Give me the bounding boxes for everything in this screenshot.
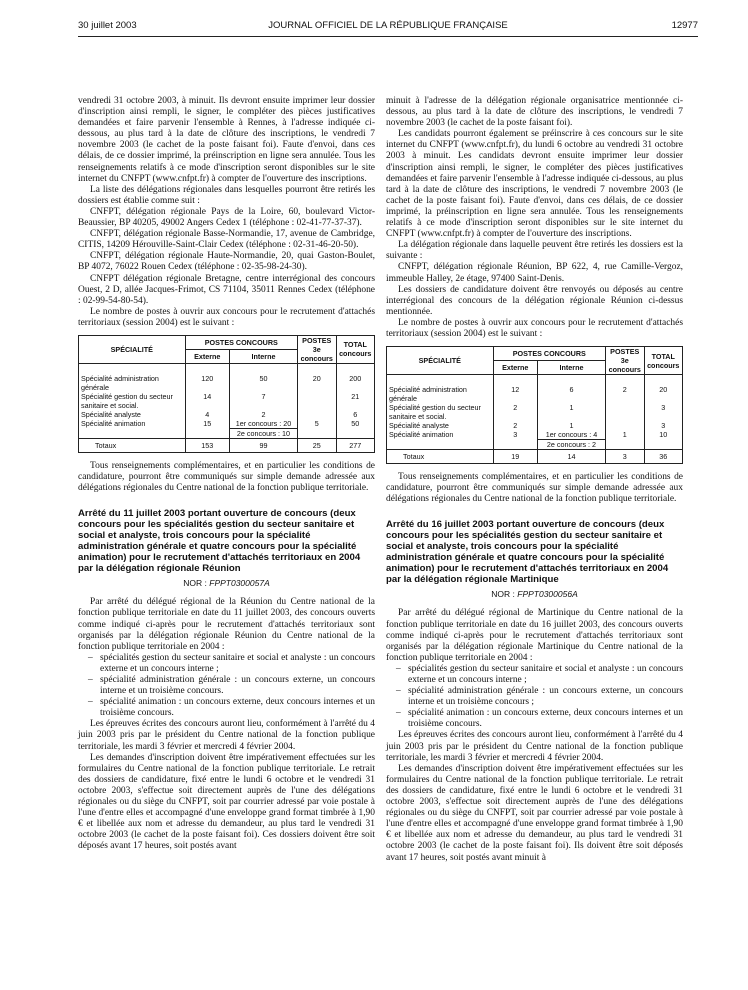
paragraph: vendredi 31 octobre 2003, à minuit. Ils devront ensuite imprimer leur dossier d'inscription ainsi rempli, le signer, le compléter des pièces justificatives demandées et faire parvenir l'ensemble à Rennes, à l'adresse indiquée ci-dessous, au plus tard à la date de clôture des inscriptions, le vendredi 7 novembre 2003 (le cachet de la poste faisant foi). Faute d'envoi, dans ces délais, de ce dossier imprimé, la préinscription en ligne sera annulée. Tous les renseignements relatifs à ce mode d'inscription seront disponibles sur le site internet du CNFPT (www.cnfpt.fr) à compter de l'ouverture des inscriptions. [78, 96, 375, 184]
paragraph: minuit à l'adresse de la délégation régionale organisatrice mentionnée ci-dessous, au plus tard à la date de clôture des inscriptions, le vendredi 7 novembre 2003 (le cachet de la poste faisant foi). [386, 96, 683, 129]
paragraph: Le nombre de postes à ouvrir aux concours pour le recrutement d'attachés territoriaux (session 2004) est le suivant : [78, 306, 375, 328]
table-row: 2e concours : 2 [387, 440, 683, 450]
paragraph: Par arrêté du délégué régional de la Réunion du Centre national de la fonction publique territoriale en date du 11 juillet 2003, des concours ouverts comme indiqué ci-après pour le recrutement d'attachés territoriaux sont organisés par la délégation régionale Réunion du Centre national de la fonction publique territoriale en 2004 : [78, 597, 375, 652]
bullet-list [386, 664, 683, 731]
paragraph: Par arrêté du délégué régional de Martinique du Centre national de la fonction publique territoriale en date du 16 juillet 2003, des concours ouverts comme indiqué ci-après pour le recrutement d'attachés territoriaux sont organisés par la délégation régionale Martinique du Centre national de la fonction publique territoriale en 2004 : [386, 608, 683, 663]
table-row: Spécialité administration générale 12 6 2 20 [387, 385, 683, 403]
paragraph: Tous renseignements complémentaires, et en particulier les conditions de candidature, pourront être communiqués sur simple demande adressée aux délégations régionales du Centre national de la fonction publique territoriale. [78, 460, 375, 494]
list-item: – spécialité animation : un concours externe, deux concours internes et un troisième concours. [386, 708, 683, 730]
list-item: – spécialité administration générale : un concours externe, un concours interne et un troisième concours ; [386, 686, 683, 708]
header-journal-title: JOURNAL OFFICIEL DE LA RÉPUBLIQUE FRANÇAISE [268, 20, 508, 31]
paragraph: CNFPT, délégation régionale Pays de la Loire, 60, boulevard Victor-Beaussier, BP 40205, 49002 Angers Cedex 1 (téléphone : 02-41-77-37-37). [78, 206, 375, 229]
paragraph: La délégation régionale dans laquelle peuvent être retirés les dossiers est la suivante : [386, 240, 683, 262]
table-row: Spécialité administration générale 120 50 20 200 [79, 374, 375, 392]
arrete-title: Arrêté du 16 juillet 2003 portant ouverture de concours (deux concours pour les spécialités gestion du secteur sanitaire et social et analyste, trois concours pour la spécialité administration générale et quatre concours pour la spécialité animation) pour le recrutement d'attachés territoriaux en 2004 par la délégation régionale Martinique [386, 519, 669, 586]
table-row: Spécialité animation 15 1er concours : 20 5 50 [79, 419, 375, 429]
header-date: 30 juillet 2003 [78, 20, 137, 31]
postes-table [386, 346, 683, 464]
th-postes-concours: POSTES CONCOURS [493, 347, 605, 361]
list-item: – spécialités gestion du secteur sanitaire et social et analyste : un concours externe et un concours interne ; [78, 653, 375, 675]
paragraph: Les épreuves écrites des concours auront lieu, conformément à l'arrêté du 4 juin 2003 pris par le président du Centre national de la fonction publique territoriale, les mardi 3 février et mercredi 4 février 2004. [78, 719, 375, 752]
page-header [78, 20, 698, 34]
th-externe: Externe [185, 349, 229, 363]
nor-code: FPPT0300056A [517, 589, 578, 600]
postes-table [78, 335, 375, 453]
paragraph: CNFPT, délégation régionale Basse-Normandie, 17, avenue de Cambridge, CITIS, 14209 Hérouville-Saint-Clair Cedex (téléphone : 02-31-46-20-50). [78, 229, 375, 251]
nor-reference: NOR : FPPT0300057A [183, 578, 270, 589]
table-total-row: Totaux 19 14 3 36 [387, 450, 683, 464]
paragraph: CNFPT délégation régionale Bretagne, centre interrégional des concours Ouest, 2 D, allée Jacques-Frimot, CS 71104, 35011 Rennes Cedex (téléphone : 02-99-54-80-54). [78, 273, 375, 306]
paragraph: La liste des délégations régionales dans lesquelles pourront être retirés les dossiers est établie comme suit : [78, 184, 375, 206]
header-rule [78, 36, 698, 37]
th-interne: Interne [537, 361, 605, 375]
th-total: TOTAL concours [336, 335, 375, 363]
paragraph: CNFPT, délégation régionale Haute-Normandie, 20, quai Gaston-Boulet, BP 4072, 76022 Rouen Cedex (téléphone : 02-35-98-24-30). [78, 251, 375, 273]
table-row: Spécialité analyste 4 2 6 [79, 410, 375, 419]
list-item: – spécialité administration générale : un concours externe, un concours interne et un troisième concours. [78, 675, 375, 697]
th-3e-concours: POSTES 3e concours [298, 335, 336, 363]
table-row: 2e concours : 10 [79, 428, 375, 438]
th-3e-concours: POSTES 3e concours [606, 347, 644, 375]
list-item: – spécialités gestion du secteur sanitaire et social et analyste : un concours externe et un concours interne ; [386, 664, 683, 686]
paragraph: CNFPT, délégation régionale Réunion, BP 622, 4, rue Camille-Vergoz, immeuble Halley, 2e étage, 97400 Saint-Denis. [386, 262, 683, 284]
arrete-title: Arrêté du 11 juillet 2003 portant ouverture de concours (deux concours pour les spécialités gestion du secteur sanitaire et social et analyste, trois concours pour la spécialité administration générale et quatre concours pour la spécialité animation) pour le recrutement d'attachés territoriaux en 2004 par la délégation régionale Réunion [78, 508, 361, 575]
th-externe: Externe [493, 361, 537, 375]
table-row: Spécialité gestion du secteur sanitaire et social. 2 1 3 [387, 403, 683, 421]
paragraph: Les dossiers de candidature doivent être renvoyés ou déposés au centre interrégional des concours de la délégation régionale Réunion ci-dessus mentionnée. [386, 284, 683, 317]
paragraph: Les épreuves écrites des concours auront lieu, conformément à l'arrêté du 4 juin 2003 pris par le président du Centre national de la fonction publique territoriale, les mardi 3 février et mercredi 4 février 2004. [386, 730, 683, 763]
th-interne: Interne [229, 349, 297, 363]
table-row: Spécialité animation 3 1er concours : 4 1 10 [387, 430, 683, 440]
th-specialite: SPÉCIALITÉ [79, 335, 186, 363]
header-page-number: 12977 [671, 20, 698, 31]
paragraph: Les demandes d'inscription doivent être impérativement effectuées sur les formulaires du Centre national de la fonction publique territoriale. Le retrait des dossiers de candidature, fixé entre le lundi 6 octobre et le vendredi 31 octobre 2003, s'effectue soit directement auprès de l'une des délégations régionales ou du siège du CNFPT, soit par courrier adressé par voie postale à l'une d'entre elles et accompagné d'une enveloppe grand format timbrée à 1,90 € et libellée aux nom et adresse du demandeur, au plus tard le vendredi 31 octobre 2003 (le cachet de la poste faisant foi). Ils doivent être soit déposés avant 17 heures, soit postés avant minuit à [386, 763, 683, 863]
th-total: TOTAL concours [644, 347, 683, 375]
bullet-list [78, 653, 375, 720]
paragraph: Tous renseignements complémentaires, et en particulier les conditions de candidature, pourront être communiqués sur simple demande adressée aux délégations régionales du Centre national de la fonction publique territoriale. [386, 472, 683, 505]
th-specialite: SPÉCIALITÉ [387, 347, 494, 375]
table-row: Spécialité gestion du secteur sanitaire et social. 14 7 21 [79, 392, 375, 410]
nor-code: FPPT0300057A [209, 578, 270, 589]
table-total-row: Totaux 153 99 25 277 [79, 438, 375, 452]
paragraph: Les demandes d'inscription doivent être impérativement effectuées sur les formulaires du Centre national de la fonction publique territoriale. Le retrait des dossiers de candidature, fixé entre le lundi 6 octobre et le vendredi 31 octobre 2003, s'effectue soit directement auprès de l'une des délégations régionales ou du siège du CNFPT, soit par courrier adressé par voie postale à l'une d'entre elles et accompagné d'une enveloppe grand format timbrée à 1,90 € et libellée aux nom et adresse du demandeur, au plus tard le vendredi 31 octobre 2003 (le cachet de la poste faisant foi). Ces dossiers doivent être soit déposés avant 17 heures, soit postés avant [78, 752, 375, 852]
th-postes-concours: POSTES CONCOURS [185, 335, 297, 349]
list-item: – spécialité animation : un concours externe, deux concours internes et un troisième concours. [78, 697, 375, 719]
right-column [386, 96, 683, 864]
left-column [78, 96, 375, 853]
paragraph: Les candidats pourront également se préinscrire à ces concours sur le site internet du CNFPT (www.cnfpt.fr), du lundi 6 octobre au vendredi 31 octobre 2003 à minuit. Les candidats devront ensuite imprimer leur dossier d'inscription ainsi rempli, le signer, le compléter des pièces justificatives demandées et faire parvenir l'ensemble à l'adresse indiquée ci-dessous, au plus tard à la date de clôture des inscriptions, le vendredi 7 novembre 2003 (le cachet de la poste faisant foi). Faute d'envoi, dans ces délais, de ce dossier imprimé, la préinscription en ligne sera annulée. Tous les renseignements relatifs à ce mode d'inscription seront disponibles sur le site internet du CNFPT (www.cnfpt.fr) à compter de l'ouverture des inscriptions. [386, 129, 683, 240]
table-row: Spécialité analyste 2 1 3 [387, 421, 683, 430]
nor-reference: NOR : FPPT0300056A [491, 589, 578, 600]
paragraph: Le nombre de postes à ouvrir aux concours pour le recrutement d'attachés territoriaux (session 2004) est le suivant : [386, 317, 683, 339]
